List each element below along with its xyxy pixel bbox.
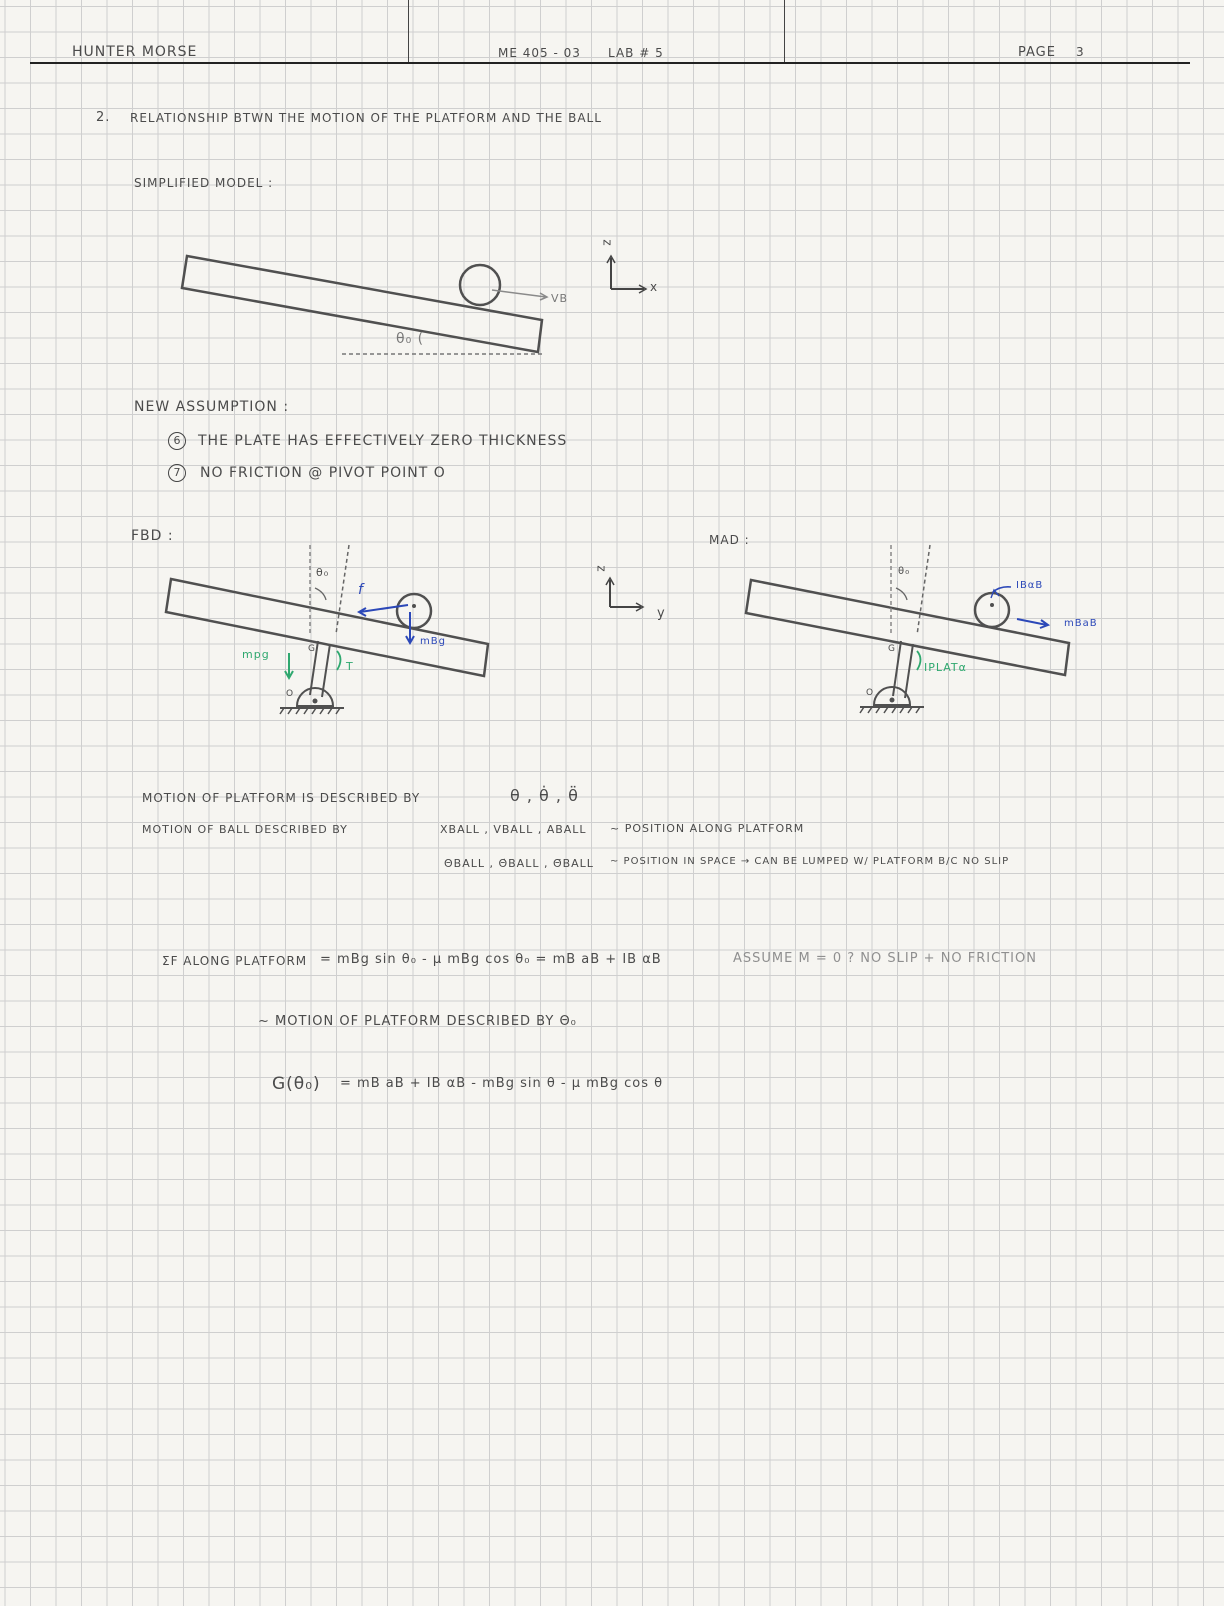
assumption-note: ASSUME Μ = 0 ? NO SLIP + NO FRICTION [733, 951, 1037, 966]
ball-rotation-label: IBαB [1016, 580, 1044, 591]
platform-rotation-label: IPLATα [924, 661, 967, 674]
motion-ball-label: MOTION OF BALL DESCRIBED BY [142, 823, 348, 836]
motion-platform-label: MOTION OF PLATFORM IS DESCRIBED BY [142, 791, 421, 805]
motion-ball-note-1: ~ POSITION ALONG PLATFORM [610, 822, 805, 835]
simplified-model-heading: SIMPLIFIED MODEL : [134, 176, 274, 190]
mad-heading: MAD : [709, 533, 750, 547]
platform-rotation-arc [917, 651, 921, 670]
header-author: HUNTER MORSE [72, 44, 198, 60]
mad-platform [746, 580, 1069, 675]
axis-z-mid-label: z [594, 565, 609, 573]
simplified-ball [460, 265, 500, 305]
velocity-label: VB [551, 292, 569, 305]
platform-weight-label: mpg [242, 648, 270, 661]
assumption-7-number: 7 [168, 464, 186, 482]
velocity-arrow [492, 290, 546, 297]
assumption-heading: NEW ASSUMPTION : [134, 399, 290, 415]
fbd-heading: FBD : [131, 528, 174, 544]
torque-label: T [346, 660, 354, 673]
friction-label: f [358, 582, 364, 598]
header-page-number: 3 [1076, 45, 1085, 59]
torque-arc [337, 651, 341, 670]
mad-angle-label: θ₀ [898, 566, 911, 577]
motion-platform-vars: θ , θ̇ , θ̈ [510, 786, 579, 805]
mad-pivot-label: O [866, 688, 875, 698]
friction-arrow [360, 605, 408, 612]
header-lab: LAB # 5 [608, 46, 664, 60]
motion-platform-note: ~ MOTION OF PLATFORM DESCRIBED BY Θ₀ [258, 1014, 577, 1029]
mad-ball [975, 593, 1009, 627]
header-course: ME 405 - 03 [498, 46, 581, 60]
fbd-ball [397, 594, 431, 628]
mad-g-label: G [888, 644, 896, 654]
g-function-lhs: G(θ₀) [272, 1074, 321, 1094]
simplified-angle-label: θ₀ ( [396, 331, 425, 347]
axis-y-mid-label: y [657, 606, 666, 621]
ball-weight-label: mBg [420, 636, 446, 647]
assumption-6-number: 6 [168, 432, 186, 450]
axis-z-top-label: z [600, 239, 615, 247]
section-title: RELATIONSHIP BTWN THE MOTION OF THE PLATFORM AND THE BALL [130, 111, 602, 125]
g-function-rhs: = mB aB + IB αB - mBg sin θ - μ mBg cos θ [340, 1076, 664, 1091]
header-page-label: PAGE [1018, 45, 1056, 60]
sum-force-equation: = mBg sin θ₀ - μ mBg cos θ₀ = mB aB + IB αB [320, 952, 662, 967]
motion-ball-vars-2: ΘBALL , Θ̇BALL , Θ̈BALL [444, 857, 594, 870]
axis-x-top-label: x [650, 280, 659, 294]
motion-ball-vars-1: XBALL , VBALL , ABALL [440, 823, 587, 836]
sum-force-label: ΣF ALONG PLATFORM [162, 954, 308, 968]
ball-accel-label: mBaB [1064, 618, 1098, 629]
mad-strut-right [905, 644, 913, 698]
fbd-angle-label: θ₀ [316, 566, 330, 579]
fbd-g-label: G [308, 644, 316, 654]
motion-ball-note-2: ~ POSITION IN SPACE → CAN BE LUMPED W/ PLATFORM B/C NO SLIP [610, 856, 1010, 867]
assumption-7-text: NO FRICTION @ PIVOT POINT O [200, 465, 446, 481]
fbd-pivot-label: O [286, 689, 295, 699]
section-number: 2. [96, 110, 111, 125]
assumption-6-text: THE PLATE HAS EFFECTIVELY ZERO THICKNESS [198, 433, 568, 449]
